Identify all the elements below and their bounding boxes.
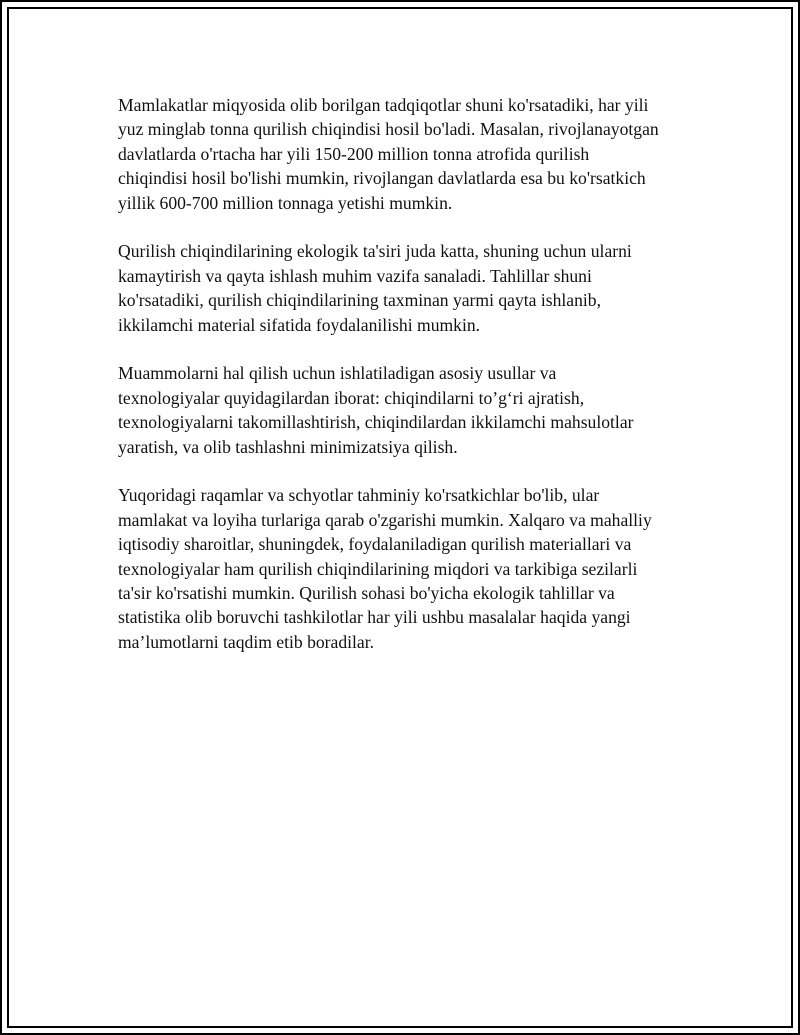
text-line: ko'rsatadiki, qurilish chiqindilarining taxminan yarmi qayta ishlanib, (118, 290, 601, 311)
text-line: ma’lumotlarni taqdim etib boradilar. (118, 631, 375, 652)
text-line: texnologiyalarni takomillashtirish, chiqindilardan ikkilamchi mahsulotlar (118, 412, 634, 433)
text-line: Muammolarni hal qilish uchun ishlatiladigan asosiy usullar va (118, 363, 557, 384)
text-line: texnologiyalar quyidagilardan iborat: chiqindilarni to’g‘ri ajratish, (118, 387, 585, 408)
text-line: iqtisodiy sharoitlar, shuningdek, foydalaniladigan qurilish materiallari va (118, 534, 632, 555)
text-line: ta'sir ko'rsatishi mumkin. Qurilish sohasi bo'yicha ekologik tahlillar va (118, 583, 615, 604)
text-line: yuz minglab tonna qurilish chiqindisi hosil bo'ladi. Masalan, rivojlanayotgan (118, 119, 659, 140)
text-line: Qurilish chiqindilarining ekologik ta'siri juda katta, shuning uchun ularni (118, 241, 632, 262)
document-body (118, 93, 698, 679)
paragraph-1 (118, 93, 698, 215)
paragraph-3 (118, 361, 698, 459)
text-line: kamaytirish va qayta ishlash muhim vazifa sanaladi. Tahlillar shuni (118, 265, 592, 286)
text-line: yillik 600-700 million tonnaga yetishi mumkin. (118, 192, 453, 213)
text-line: chiqindisi hosil bo'lishi mumkin, rivojlangan davlatlarda esa bu ko'rsatkich (118, 168, 646, 189)
text-line: davlatlarda o'rtacha har yili 150-200 million tonna atrofida qurilish (118, 143, 590, 164)
text-line: texnologiyalar ham qurilish chiqindilarining miqdori va tarkibiga sezilarli (118, 558, 638, 579)
text-line: Yuqoridagi raqamlar va schyotlar tahminiy ko'rsatkichlar bo'lib, ular (118, 485, 600, 506)
paragraph-4 (118, 483, 698, 654)
text-line: ikkilamchi material sifatida foydalanilishi mumkin. (118, 314, 481, 335)
text-line: yaratish, va olib tashlashni minimizatsiya qilish. (118, 436, 458, 457)
text-line: statistika olib boruvchi tashkilotlar har yili ushbu masalalar haqida yangi (118, 607, 631, 628)
text-line: Mamlakatlar miqyosida olib borilgan tadqiqotlar shuni ko'rsatadiki, har yili (118, 95, 649, 115)
text-line: mamlakat va loyiha turlariga qarab o'zgarishi mumkin. Xalqaro va mahalliy (118, 509, 652, 530)
paragraph-2 (118, 239, 698, 337)
